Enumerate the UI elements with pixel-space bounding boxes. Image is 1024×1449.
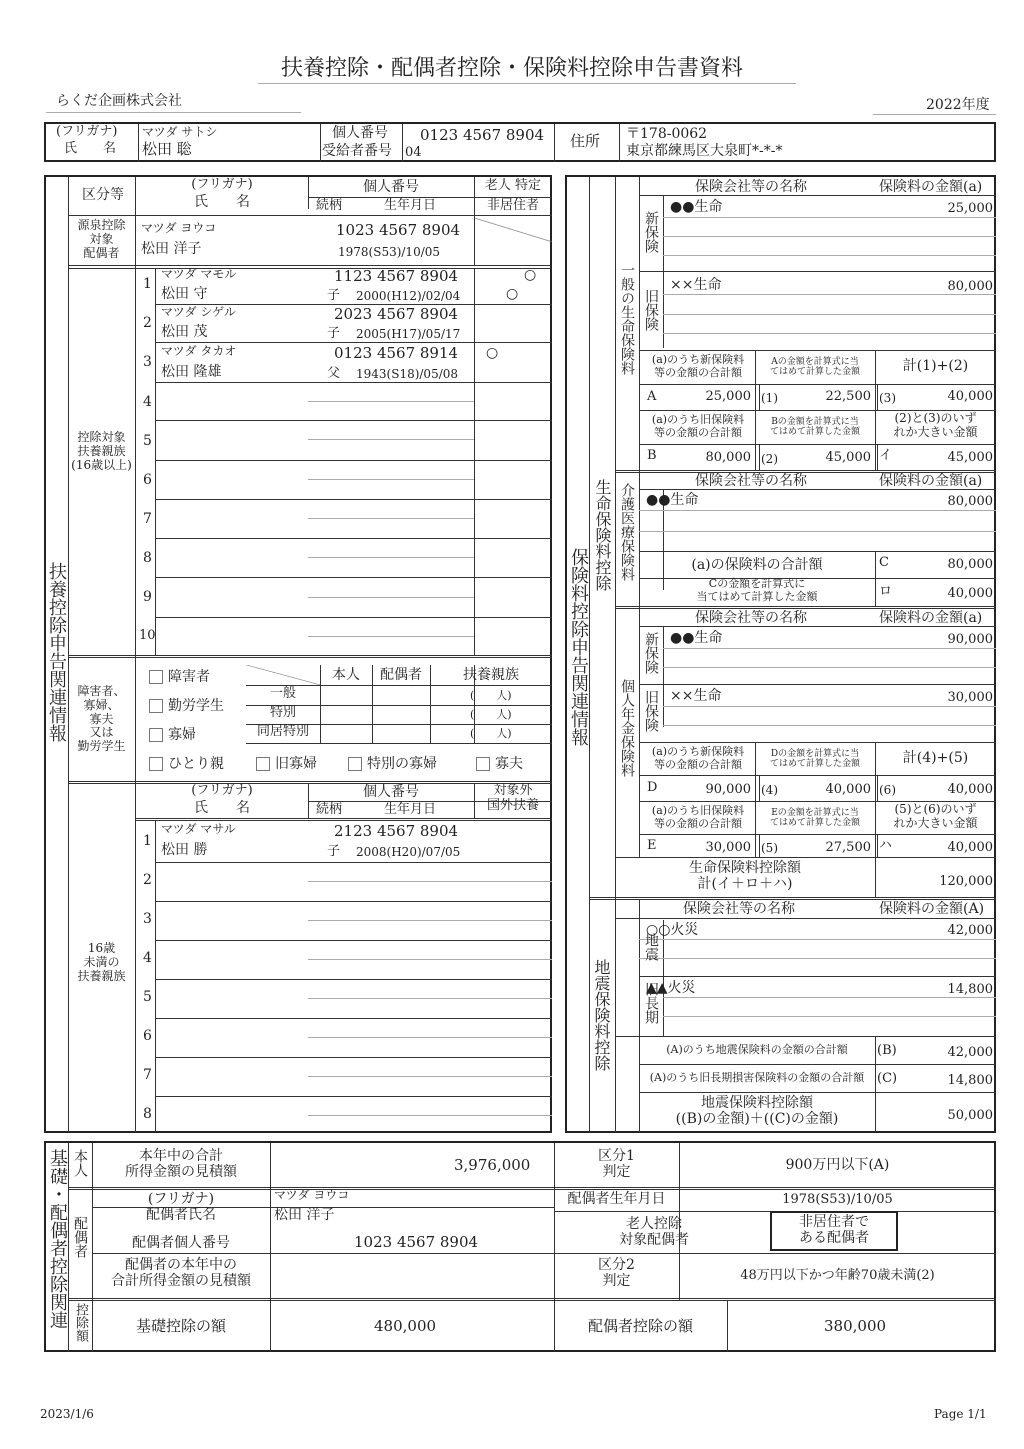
pension-old-total-label: (a)のうち旧保険料 等の金額の合計額 bbox=[651, 804, 745, 830]
u16-no: 2 bbox=[143, 872, 152, 888]
dependent-relation: 子 bbox=[327, 288, 341, 303]
quake-label: 地震 bbox=[643, 933, 659, 961]
care-col-company: 保険会社等の名称 bbox=[695, 473, 807, 489]
sp-income-label: 配偶者の本年中の 合計所得金額の見積額 bbox=[111, 1257, 251, 1290]
E-value: 30,000 bbox=[705, 840, 751, 855]
p5-label: (5) bbox=[761, 841, 778, 855]
pension-new-amount: 90,000 bbox=[947, 632, 993, 647]
pension-new-label: 新保険 bbox=[643, 632, 659, 674]
dependents-section-title: 扶養控除申告関連情報 bbox=[46, 562, 67, 742]
special-mark: ○ bbox=[506, 286, 519, 302]
dependent-no: 5 bbox=[143, 433, 152, 449]
kiso-value: 480,000 bbox=[374, 1317, 437, 1335]
u16-col-furigana: (フリガナ) bbox=[191, 783, 253, 798]
single-parent-label: ひとり親 bbox=[168, 756, 224, 772]
C2-value: 14,800 bbox=[947, 1073, 993, 1088]
u16-name: 松田 勝 bbox=[161, 842, 208, 858]
gensen-spouse-birth: 1978(S53)/10/05 bbox=[338, 245, 441, 259]
kubun2-label: 区分2 判定 bbox=[598, 1257, 635, 1290]
calc-max23-label: (2)と(3)のいず れか大きい金額 bbox=[893, 411, 978, 439]
care-company: ●●生命 bbox=[646, 492, 699, 508]
i-label: イ bbox=[879, 448, 893, 463]
col-elderly-special: 老人 特定 bbox=[484, 178, 542, 193]
u16-no: 1 bbox=[143, 833, 152, 849]
p1-label: (1) bbox=[761, 391, 778, 405]
E-label: E bbox=[647, 838, 657, 853]
care-col-amount: 保険料の金額(a) bbox=[879, 473, 983, 489]
p6-value: 40,000 bbox=[947, 782, 993, 797]
p1-value: 22,500 bbox=[825, 389, 871, 404]
calc-sum45-label: 計(4)+(5) bbox=[902, 750, 969, 766]
quake-total-value: 50,000 bbox=[947, 1108, 993, 1123]
col-name: 氏 名 bbox=[194, 194, 250, 210]
disabled-label: 障害者 bbox=[168, 669, 210, 685]
u16-furigana: マツダ マサル bbox=[161, 822, 236, 836]
i-value: 45,000 bbox=[947, 450, 993, 465]
pension-new-total-label: (a)のうち新保険料 等の金額の合計額 bbox=[651, 745, 745, 771]
col-amount: 保険料の金額(a) bbox=[879, 179, 983, 195]
gensen-spouse-mynumber: 1023 4567 8904 bbox=[336, 221, 461, 239]
p4-label: (4) bbox=[761, 783, 778, 797]
widower-label: 寡夫 bbox=[495, 756, 523, 772]
fiscal-year: 2022年度 bbox=[926, 97, 990, 113]
disability-label: 障害者、 寡婦、 寡夫 又は 勤労学生 bbox=[77, 684, 126, 754]
haigu-value: 380,000 bbox=[824, 1317, 887, 1335]
employee-header bbox=[44, 122, 996, 162]
p2-value: 45,000 bbox=[825, 450, 871, 465]
u16-no: 6 bbox=[143, 1028, 152, 1044]
calc-old-total-label: (a)のうち旧保険料 等の金額の合計額 bbox=[651, 413, 745, 439]
row-doukyo: 同居特別 bbox=[256, 724, 309, 739]
dependent-mynumber: 2023 4567 8904 bbox=[334, 305, 459, 323]
sp-mynumber-label: 配偶者個人番号 bbox=[132, 1235, 230, 1251]
company-underline bbox=[46, 112, 301, 113]
calc-sum12-label: 計(1)+(2) bbox=[902, 358, 969, 374]
p3-value: 40,000 bbox=[947, 389, 993, 404]
p3-label: (3) bbox=[879, 391, 896, 405]
pension-new-company: ●●生命 bbox=[670, 630, 723, 646]
u16-relation: 子 bbox=[327, 844, 341, 859]
address-label: 住所 bbox=[570, 132, 601, 150]
p4-value: 40,000 bbox=[825, 782, 871, 797]
dependent-name: 松田 守 bbox=[161, 286, 208, 302]
care-amount: 80,000 bbox=[947, 494, 993, 509]
u16-mynumber: 2123 4567 8904 bbox=[334, 822, 459, 840]
income-label: 本年中の合計 所得金額の見積額 bbox=[125, 1148, 237, 1181]
pension-old-label: 旧保険 bbox=[643, 690, 659, 732]
dependent-birth: 2005(H17)/05/17 bbox=[356, 327, 461, 341]
kubun2-value: 48万円以下かつ年齢70歳未満(2) bbox=[740, 1268, 935, 1283]
ha-label: ハ bbox=[879, 838, 893, 853]
dependent-no: 8 bbox=[143, 550, 152, 566]
widower-checkbox[interactable] bbox=[476, 757, 490, 771]
u16-col-birth: 生年月日 bbox=[384, 802, 437, 817]
life-total-label: 生命保険料控除額 計(イ＋ロ＋ハ) bbox=[689, 860, 801, 893]
pension-title: 個人年金保険料 bbox=[619, 679, 635, 777]
C-label: C bbox=[879, 555, 889, 570]
employee-mynumber: 0123 4567 8904 bbox=[420, 126, 545, 144]
gensen-spouse-label: 源泉控除 対象 配偶者 bbox=[77, 218, 126, 260]
B2-value: 42,000 bbox=[947, 1045, 993, 1060]
col-honnin: 本人 bbox=[332, 667, 360, 683]
col-company: 保険会社等の名称 bbox=[695, 179, 807, 195]
calc-max56-label: (5)と(6)のいず れか大きい金額 bbox=[893, 802, 978, 830]
quake-title: 地震保険料控除 bbox=[592, 959, 611, 1071]
single-parent-checkbox[interactable] bbox=[149, 757, 163, 771]
quake-amount: 42,000 bbox=[947, 923, 993, 938]
B-value: 80,000 bbox=[705, 450, 751, 465]
disabled-checkbox[interactable] bbox=[149, 670, 163, 684]
honnin-label: 本人 bbox=[72, 1149, 88, 1177]
D-value: 90,000 bbox=[705, 782, 751, 797]
col-birth: 生年月日 bbox=[384, 198, 437, 213]
p2-label: (2) bbox=[761, 452, 778, 466]
u16-no: 4 bbox=[143, 950, 152, 966]
dependent-no: 7 bbox=[143, 511, 152, 527]
old-widow-label: 旧寡婦 bbox=[275, 756, 317, 772]
nonresident-spouse-label: 非居住者で ある配偶者 bbox=[799, 1214, 869, 1247]
count-ippan: ( 人) bbox=[470, 689, 512, 702]
furigana-label: (フリガナ) bbox=[56, 124, 118, 139]
dependents-section bbox=[44, 175, 552, 1133]
year-underline bbox=[873, 114, 996, 115]
dependent-no: 1 bbox=[143, 276, 152, 292]
C2-label: (C) bbox=[877, 1071, 898, 1086]
dependent-name: 松田 隆雄 bbox=[161, 364, 222, 380]
quake-col-company: 保険会社等の名称 bbox=[683, 901, 795, 917]
old-insurance-label: 旧保険 bbox=[643, 289, 659, 331]
widow-label: 寡婦 bbox=[168, 727, 196, 743]
D-label: D bbox=[647, 780, 658, 795]
elderly-mark: ○ bbox=[524, 267, 537, 283]
working-student-label: 勤労学生 bbox=[168, 698, 224, 714]
basic-section-title: 基礎・配偶者控除関連 bbox=[47, 1149, 68, 1329]
kiso-label: 基礎控除の額 bbox=[135, 1317, 226, 1335]
C-value: 80,000 bbox=[947, 557, 993, 572]
dependent-no: 2 bbox=[143, 315, 152, 331]
calc-D-formula-label: Dの金額を計算式に当 てはめて計算した金額 bbox=[769, 749, 860, 770]
general-life-title: 一般の生命保険料 bbox=[619, 263, 635, 375]
general-new-company: ●●生命 bbox=[670, 199, 723, 215]
u16-col-relation: 続柄 bbox=[316, 802, 343, 817]
oldlong-amount: 14,800 bbox=[947, 982, 993, 997]
u16-col-mynumber: 個人番号 bbox=[363, 784, 419, 800]
A-label: A bbox=[647, 389, 657, 404]
print-date: 2023/1/6 bbox=[40, 1407, 94, 1421]
deduction-label: 控除額 bbox=[73, 1303, 88, 1342]
life-insurance-title: 生命保険料控除 bbox=[593, 479, 612, 591]
under16-label: 16歳 未満の 扶養親族 bbox=[77, 941, 126, 983]
ro-value: 40,000 bbox=[947, 586, 993, 601]
ro-label: ロ bbox=[879, 584, 893, 599]
kubun1-value: 900万円以下(A) bbox=[785, 1157, 890, 1173]
count-doukyo: ( 人) bbox=[470, 727, 512, 740]
dependent-mynumber: 1123 4567 8904 bbox=[334, 267, 459, 285]
calc-B-formula-label: Bの金額を計算式に当 てはめて計算した金額 bbox=[769, 417, 860, 438]
quake-col-amount: 保険料の金額(A) bbox=[879, 901, 985, 917]
dependent-mynumber: 0123 4567 8914 bbox=[334, 344, 459, 362]
quake-sum-label: (A)のうち地震保険料の金額の合計額 bbox=[666, 1043, 848, 1056]
pension-col-company: 保険会社等の名称 bbox=[695, 610, 807, 626]
dependent-relation: 子 bbox=[327, 326, 341, 341]
mynumber-label: 個人番号 bbox=[332, 125, 388, 141]
general-old-amount: 80,000 bbox=[947, 279, 993, 294]
postal-code: 〒178-0062 bbox=[626, 126, 708, 142]
gensen-spouse-name: 松田 洋子 bbox=[141, 241, 202, 257]
calc-A-formula-label: Aの金額を計算式に当 てはめて計算した金額 bbox=[769, 357, 860, 378]
A-value: 25,000 bbox=[705, 389, 751, 404]
sp-furigana: マツダ ヨウコ bbox=[274, 1188, 350, 1202]
p5-value: 27,500 bbox=[825, 840, 871, 855]
name-label: 氏 名 bbox=[64, 141, 117, 156]
row-ippan: 一般 bbox=[269, 686, 296, 701]
dependent-no: 9 bbox=[143, 589, 152, 605]
address: 東京都練馬区大泉町*-*-* bbox=[626, 143, 783, 159]
sp-name: 松田 洋子 bbox=[274, 1207, 335, 1223]
oldlong-company: ▲▲火災 bbox=[646, 980, 696, 996]
haigu-label: 配偶者控除の額 bbox=[587, 1317, 693, 1335]
care-formula-label: Cの金額を計算式に 当てはめて計算した金額 bbox=[696, 577, 818, 603]
calc-E-formula-label: Eの金額を計算式に当 てはめて計算した金額 bbox=[769, 808, 860, 829]
u16-no: 3 bbox=[143, 911, 152, 927]
working-student-checkbox[interactable] bbox=[149, 699, 163, 713]
dependent-furigana: マツダ タカオ bbox=[161, 344, 237, 358]
dependent-birth: 2000(H12)/02/04 bbox=[356, 289, 461, 303]
care-title: 介護医療保険料 bbox=[619, 483, 635, 581]
general-old-company: ××生命 bbox=[670, 277, 722, 293]
u16-no: 7 bbox=[143, 1067, 152, 1083]
col-haigusha: 配偶者 bbox=[380, 667, 422, 683]
company-name: らくだ企画株式会社 bbox=[56, 93, 182, 109]
page-number: Page 1/1 bbox=[934, 1407, 987, 1421]
sp-mynumber-value: 1023 4567 8904 bbox=[354, 1233, 479, 1251]
sp-birth-value: 1978(S53)/10/05 bbox=[782, 1192, 893, 1207]
dependent-birth: 1943(S18)/05/08 bbox=[356, 367, 459, 381]
quake-total-label: 地震保険料控除額 ((B)の金額)＋((C)の金額) bbox=[675, 1095, 839, 1128]
col-furigana: (フリガナ) bbox=[191, 177, 253, 192]
col-fuyo: 扶養親族 bbox=[463, 667, 519, 683]
new-insurance-label: 新保険 bbox=[643, 211, 659, 253]
count-tokubetsu: ( 人) bbox=[470, 708, 512, 721]
dependent-relation: 父 bbox=[327, 366, 341, 381]
dependent-no: 3 bbox=[143, 354, 152, 370]
life-total-value: 120,000 bbox=[939, 874, 993, 889]
general-new-amount: 25,000 bbox=[947, 201, 993, 216]
pension-col-amount: 保険料の金額(a) bbox=[879, 610, 983, 626]
income-value: 3,976,000 bbox=[454, 1156, 531, 1174]
basic-spouse-section bbox=[44, 1141, 996, 1352]
dependent-no: 10 bbox=[139, 628, 156, 643]
title-underline bbox=[258, 83, 796, 84]
sp-furigana-label: (フリガナ) 配偶者氏名 bbox=[146, 1191, 216, 1224]
col-nonresident: 非居住者 bbox=[486, 198, 539, 213]
p6-label: (6) bbox=[879, 783, 896, 797]
quake-company: ○○火災 bbox=[646, 922, 699, 938]
dependents-label: 控除対象 扶養親族 (16歳以上) bbox=[71, 430, 132, 472]
spouse-label: 配偶者 bbox=[72, 1216, 88, 1258]
col-relation: 続柄 bbox=[316, 198, 343, 213]
u16-col-overseas: 対象外 国外扶養 bbox=[486, 783, 539, 813]
widow-checkbox[interactable] bbox=[149, 728, 163, 742]
pension-old-company: ××生命 bbox=[670, 688, 722, 704]
gensen-spouse-furigana: マツダ ヨウコ bbox=[141, 221, 217, 235]
insurance-section-title: 保険料控除申告関連情報 bbox=[568, 548, 589, 746]
ha-value: 40,000 bbox=[947, 840, 993, 855]
care-total-label: (a)の保険料の合計額 bbox=[691, 557, 823, 573]
calc-new-total-label: (a)のうち新保険料 等の金額の合計額 bbox=[651, 353, 745, 379]
oldlong-label: 旧長期 bbox=[643, 982, 659, 1024]
B2-label: (B) bbox=[877, 1043, 897, 1058]
dependent-furigana: マツダ シゲル bbox=[161, 305, 236, 319]
col-mynumber: 個人番号 bbox=[363, 179, 419, 195]
special-widow-label: 特別の寡婦 bbox=[367, 756, 437, 772]
special-widow-checkbox[interactable] bbox=[348, 757, 362, 771]
page-title: 扶養控除・配偶者控除・保険料控除申告書資料 bbox=[280, 56, 743, 81]
col-kubun: 区分等 bbox=[82, 187, 124, 203]
pension-old-amount: 30,000 bbox=[947, 690, 993, 705]
special-mark: ○ bbox=[486, 345, 499, 361]
B-label: B bbox=[647, 448, 657, 463]
employee-furigana: マツダ サトシ bbox=[142, 125, 218, 139]
kubun1-label: 区分1 判定 bbox=[598, 1148, 635, 1181]
employee-name: 松田 聡 bbox=[142, 140, 192, 158]
u16-no: 5 bbox=[143, 989, 152, 1005]
insurance-section bbox=[565, 175, 996, 1133]
dependent-no: 4 bbox=[143, 394, 152, 410]
u16-col-name: 氏 名 bbox=[194, 800, 250, 816]
row-tokubetsu: 特別 bbox=[269, 705, 296, 720]
elderly-spouse-label: 老人控除 対象配偶者 bbox=[619, 1216, 689, 1249]
oldlong-sum-label: (A)のうち旧長期損害保険料の金額の合計額 bbox=[649, 1071, 865, 1084]
employee-recipient: 04 bbox=[405, 145, 422, 160]
u16-no: 8 bbox=[143, 1106, 152, 1122]
dependent-furigana: マツダ マモル bbox=[161, 267, 237, 281]
recipient-label: 受給者番号 bbox=[322, 143, 392, 159]
dependent-name: 松田 茂 bbox=[161, 324, 208, 340]
dependent-no: 6 bbox=[143, 472, 152, 488]
old-widow-checkbox[interactable] bbox=[256, 757, 270, 771]
sp-birth-label: 配偶者生年月日 bbox=[567, 1191, 666, 1207]
u16-birth: 2008(H20)/07/05 bbox=[356, 845, 461, 859]
